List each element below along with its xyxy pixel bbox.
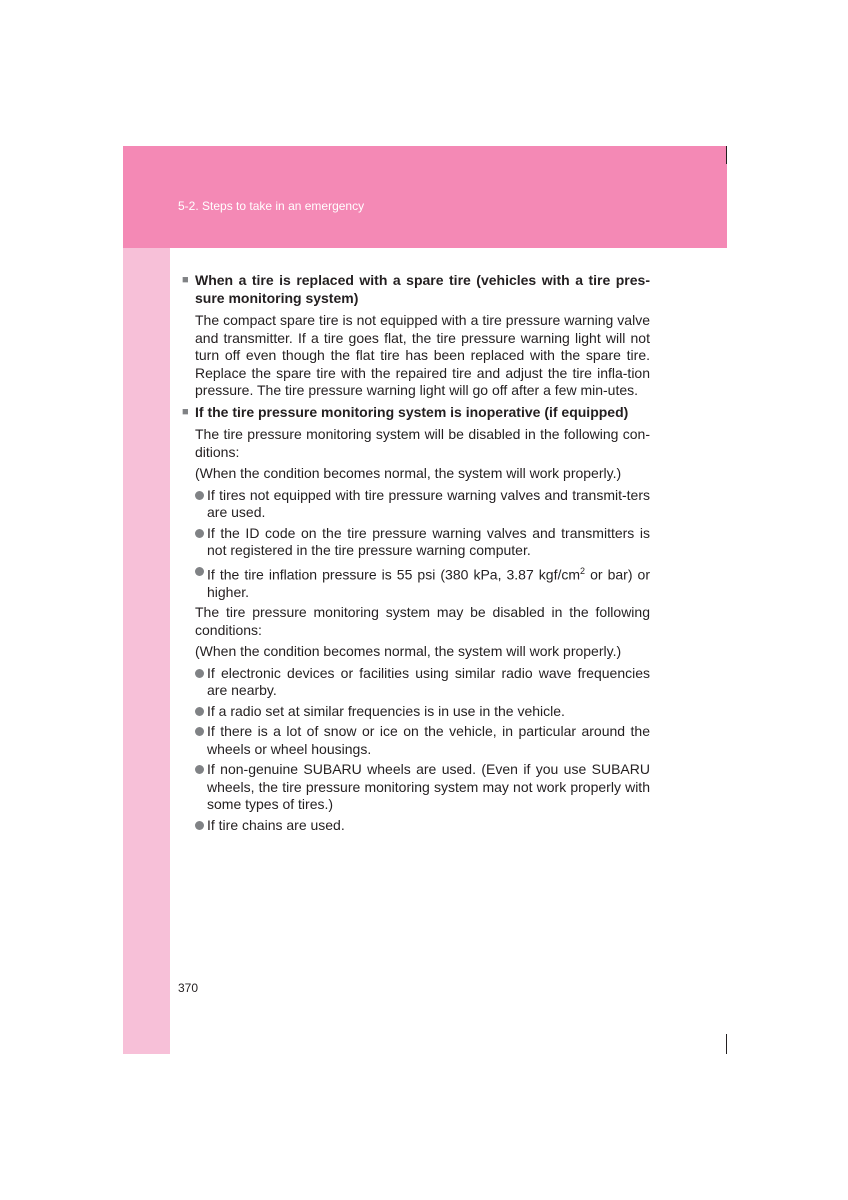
round-bullet-icon <box>195 727 204 736</box>
round-bullet-icon <box>195 529 204 538</box>
round-bullet-icon <box>195 669 204 678</box>
heading-inoperative: ■ If the tire pressure monitoring system is inoperative (if equipped) <box>182 403 629 420</box>
normal-note: (When the condition becomes normal, the system will work properly.) <box>195 465 622 481</box>
list-item: If there is a lot of snow or ice on the vehicle, in particular around the wheels or wheel housings. <box>195 723 650 758</box>
section-header-band <box>123 146 727 248</box>
square-bullet-icon: ■ <box>182 405 189 418</box>
section-title: 5-2. Steps to take in an emergency <box>178 199 365 213</box>
list-item: If a radio set at similar frequencies is in use in the vehicle. <box>195 703 650 721</box>
round-bullet-icon <box>195 707 204 716</box>
round-bullet-icon <box>195 567 204 576</box>
crop-mark-bottom <box>726 1034 727 1054</box>
round-bullet-icon <box>195 765 204 774</box>
square-bullet-icon: ■ <box>182 274 189 286</box>
list-item: If tire chains are used. <box>195 817 650 835</box>
heading-spare-tire: ■ When a tire is replaced with a spare tire (vehicles with a tire pres-sure monitoring system) <box>182 272 650 306</box>
list-item: If the ID code on the tire pressure warning valves and transmitters is not registered in the tire pressure warning computer. <box>195 525 650 560</box>
inflation-pressure-text: If the tire inflation pressure is 55 psi (380 kPa, 3.87 kgf/$cm^2$ or bar) or higher. <box>207 565 650 600</box>
list-item: If non-genuine SUBARU wheels are used. (Even if you use SUBARU wheels, the tire pressure monitoring system may not work properly with some types of tires.) <box>195 761 650 814</box>
page-number: 370 <box>178 981 199 995</box>
list-item: If electronic devices or facilities using similar radio wave frequencies are nearby. <box>195 665 650 700</box>
round-bullet-icon <box>195 821 204 830</box>
side-tab-band <box>123 248 170 1054</box>
crop-mark-top <box>726 146 727 164</box>
page-content <box>182 272 650 837</box>
spare-tire-paragraph: The compact spare tire is not equipped with a tire pressure warning valve and transmitter. If a tire goes flat, the tire pressure warning light will not turn off even though the flat tire has been replaced with the spare tire. Replace the spare tire with the repaired tire and adjust the tire infla-tion pressure. The tire pressure warning light will go off after a few min-utes. <box>195 312 650 398</box>
normal-note: (When the condition becomes normal, the system will work properly.) <box>195 643 622 660</box>
may-be-disabled-intro: The tire pressure monitoring system may be disabled in the following conditions: <box>195 604 650 638</box>
round-bullet-icon <box>195 491 204 500</box>
list-item <box>195 563 650 602</box>
disabled-intro: The tire pressure monitoring system will be disabled in the following con-ditions: <box>195 426 650 460</box>
list-item: If tires not equipped with tire pressure warning valves and transmit-ters are used. <box>195 487 650 522</box>
